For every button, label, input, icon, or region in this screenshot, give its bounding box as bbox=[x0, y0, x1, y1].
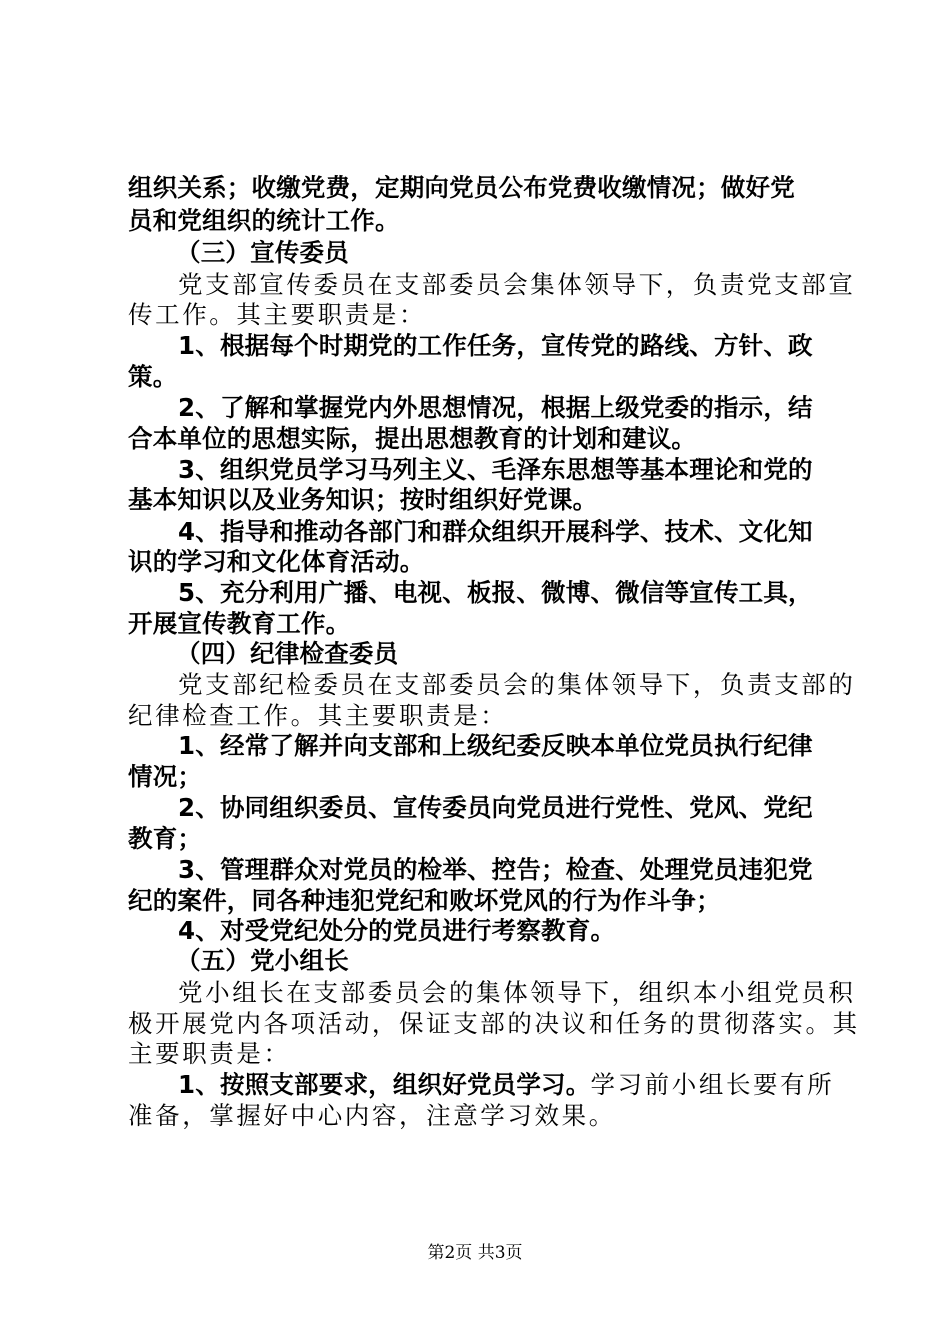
list-item-line: 5、充分利用广播、电视、板报、微博、微信等宣传工具， bbox=[178, 578, 813, 607]
text-line: 传工作。其主要职责是： bbox=[128, 300, 427, 329]
text-line: 纪的案件，同各种违犯党纪和败坏党风的行为作斗争； bbox=[128, 886, 721, 915]
text-line: 识的学习和文化体育活动。 bbox=[128, 547, 425, 576]
text-line: 策。 bbox=[128, 362, 178, 391]
text-line: 准备，掌握好中心内容，注意学习效果。 bbox=[128, 1101, 616, 1130]
list-item-line: 3、管理群众对党员的检举、控告；检查、处理党员违犯党 bbox=[178, 855, 813, 884]
list-item-line: 1、根据每个时期党的工作任务，宣传党的路线、方针、政 bbox=[178, 331, 813, 360]
list-item-line: 1、经常了解并向支部和上级纪委反映本单位党员执行纪律 bbox=[178, 731, 813, 760]
list-item-bold-part: 1、按照支部要求，组织好党员学习。 bbox=[178, 1070, 591, 1099]
text-line: 党支部纪检委员在支部委员会的集体领导下，负责支部的 bbox=[178, 670, 856, 699]
text-line: 主要职责是： bbox=[128, 1039, 291, 1068]
text-line: 教育； bbox=[128, 824, 203, 853]
text-line: 员和党组织的统计工作。 bbox=[128, 206, 400, 235]
text-line: 纪律检查工作。其主要职责是： bbox=[128, 701, 508, 730]
text-line: 情况； bbox=[128, 762, 203, 791]
list-item-line: 3、组织党员学习马列主义、毛泽东思想等基本理论和党的 bbox=[178, 455, 813, 484]
text-line: 合本单位的思想实际，提出思想教育的计划和建议。 bbox=[128, 424, 697, 453]
section-heading-discipline: （四）纪律检查委员 bbox=[176, 639, 399, 668]
list-item-line: 2、协同组织委员、宣传委员向党员进行党性、党风、党纪 bbox=[178, 793, 813, 822]
text-line: 党支部宣传委员在支部委员会集体领导下，负责党支部宣 bbox=[178, 270, 856, 299]
section-heading-propaganda: （三）宣传委员 bbox=[176, 238, 349, 267]
list-item-line: 4、指导和推动各部门和群众组织开展科学、技术、文化知 bbox=[178, 517, 813, 546]
list-item-line bbox=[178, 1070, 834, 1100]
text-line: 极开展党内各项活动，保证支部的决议和任务的贯彻落实。其 bbox=[128, 1009, 860, 1038]
text-line: 基本知识以及业务知识；按时组织好党课。 bbox=[128, 485, 598, 514]
section-heading-group-leader: （五）党小组长 bbox=[176, 946, 349, 975]
page-number-footer: 第2页 共3页 bbox=[427, 1243, 523, 1263]
text-line: 组织关系；收缴党费，定期向党员公布党费收缴情况；做好党 bbox=[128, 173, 795, 202]
list-item-line: 4、对受党纪处分的党员进行考察教育。 bbox=[178, 916, 616, 945]
text-line: 开展宣传教育工作。 bbox=[128, 609, 351, 638]
list-item-line: 2、了解和掌握党内外思想情况，根据上级党委的指示，结 bbox=[178, 393, 813, 422]
text-line: 党小组长在支部委员会的集体领导下，组织本小组党员积 bbox=[178, 978, 856, 1007]
list-item-light-part: 学习前小组长要有所 bbox=[590, 1070, 835, 1099]
